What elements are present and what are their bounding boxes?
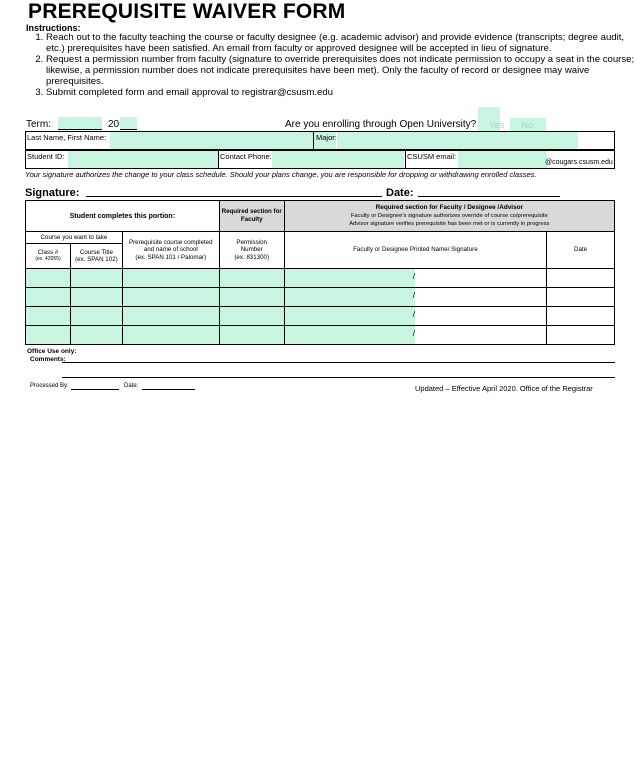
permission-cell[interactable]: [219, 269, 284, 288]
prereq-cell[interactable]: [122, 326, 219, 345]
comments-line-2[interactable]: [62, 377, 615, 378]
divider: [405, 151, 406, 168]
faculty-name-header: Faculty or Designee Printed Name/ Signature: [284, 232, 546, 269]
table-row: [26, 269, 615, 288]
course-table: [25, 200, 615, 345]
course-title-cell[interactable]: [70, 269, 122, 288]
prereq-cell[interactable]: [122, 288, 219, 307]
permission-cell[interactable]: [219, 307, 284, 326]
divider: [218, 151, 219, 168]
date-cell[interactable]: [547, 269, 615, 288]
processed-date-label: Date:: [124, 383, 139, 389]
date-cell[interactable]: [547, 326, 615, 345]
signature-line[interactable]: [86, 196, 382, 197]
course-title-cell[interactable]: [70, 307, 122, 326]
required-faculty-header: Required section for Faculty: [219, 201, 284, 232]
processed-by-label: Processed By:: [30, 383, 69, 389]
date-line[interactable]: [418, 196, 560, 197]
class-num-cell[interactable]: [26, 288, 71, 307]
permission-header: Permission Number (ex. 831300): [219, 232, 284, 269]
term-year-field[interactable]: [120, 117, 137, 130]
major-field[interactable]: [337, 132, 578, 149]
faculty-signature-cell[interactable]: /: [284, 307, 546, 326]
email-field[interactable]: [458, 151, 547, 168]
term-label: Term:: [26, 119, 51, 130]
faculty-section-header: Required section for Faculty / Designee /Advisor Faculty or Designee's signature authorizes override of course co/prerequisite Advisor signature verifies prerequisite has been met or is currently in progress: [284, 201, 614, 232]
contact-row: [25, 150, 615, 169]
processed-date-line[interactable]: [142, 389, 195, 390]
phone-label: Contact Phone:: [220, 152, 272, 161]
date-header: Date: [547, 232, 615, 269]
signature-label: Signature:: [25, 187, 80, 199]
instruction-item: 3. Submit completed form and email approval to registrar@csusm.edu: [46, 87, 636, 98]
name-major-row: [25, 131, 615, 150]
class-num-header: Class # (ex. 42055): [26, 244, 71, 269]
processed-by-line[interactable]: [71, 389, 119, 390]
prereq-cell[interactable]: [122, 307, 219, 326]
major-label: Major:: [316, 133, 337, 142]
email-suffix: @cougars.csusm.edu: [545, 159, 613, 166]
page-title: PREREQUISITE WAIVER FORM: [28, 0, 346, 23]
updated-note: Updated – Effective April 2020. Office of the Registrar: [415, 384, 593, 393]
class-num-cell[interactable]: [26, 307, 71, 326]
course-title-cell[interactable]: [70, 326, 122, 345]
name-label: Last Name, First Name:: [27, 133, 107, 142]
prereq-header: Prerequisite course completed and name of school (ex. SPAN 101 / Palomar): [122, 232, 219, 269]
name-field[interactable]: [110, 132, 336, 149]
student-id-label: Student ID:: [27, 152, 65, 161]
comments-line[interactable]: [62, 362, 615, 363]
instructions-heading: Instructions:: [26, 23, 81, 33]
open-university-no-label: No: [521, 120, 534, 131]
faculty-signature-cell[interactable]: /: [284, 288, 546, 307]
student-section-header: Student completes this portion:: [26, 201, 220, 232]
table-row: [26, 288, 615, 307]
instruction-item: 1. Reach out to the faculty teaching the course or faculty designee (e.g. academic advisor) and provide evidence (transcripts; degree audit, etc.) prerequisites have been satisfied. An email from faculty or approved designee will be accepted in lieu of signature.: [46, 32, 636, 54]
term-year-prefix: 20: [108, 119, 120, 130]
course-title-header: Course Title (ex. SPAN 102): [70, 244, 122, 269]
open-university-question: Are you enrolling through Open University?: [285, 119, 477, 130]
table-row: [26, 307, 615, 326]
class-num-cell[interactable]: [26, 269, 71, 288]
disclaimer: Your signature authorizes the change to your class schedule. Should your plans change, you are responsible for dropping or withdrawing enrolled classes.: [25, 170, 537, 179]
phone-field[interactable]: [272, 151, 404, 168]
course-group-header: Course you want to take: [26, 232, 123, 244]
instructions-list: [28, 32, 636, 98]
permission-cell[interactable]: [219, 326, 284, 345]
student-id-field[interactable]: [68, 151, 218, 168]
divider: [313, 132, 314, 149]
comments-label: Comments:: [30, 356, 66, 363]
term-field[interactable]: [58, 117, 102, 130]
open-university-yes-label: Yes: [489, 120, 505, 131]
date-label: Date:: [386, 187, 414, 199]
class-num-cell[interactable]: [26, 326, 71, 345]
faculty-signature-cell[interactable]: /: [284, 326, 546, 345]
prereq-cell[interactable]: [122, 269, 219, 288]
table-row: [26, 326, 615, 345]
faculty-signature-cell[interactable]: /: [284, 269, 546, 288]
date-cell[interactable]: [547, 307, 615, 326]
office-use-label: Office Use only:: [27, 348, 77, 355]
course-title-cell[interactable]: [70, 288, 122, 307]
permission-cell[interactable]: [219, 288, 284, 307]
date-cell[interactable]: [547, 288, 615, 307]
email-label: CSUSM email:: [407, 152, 457, 161]
instruction-item: 2. Request a permission number from faculty (signature to override prerequisites does not indicate permission to occupy a seat in the course; likewise, a permission number does not indicate prerequisites have been met). Only the faculty of record or designee may waive prerequisites.: [46, 54, 636, 87]
